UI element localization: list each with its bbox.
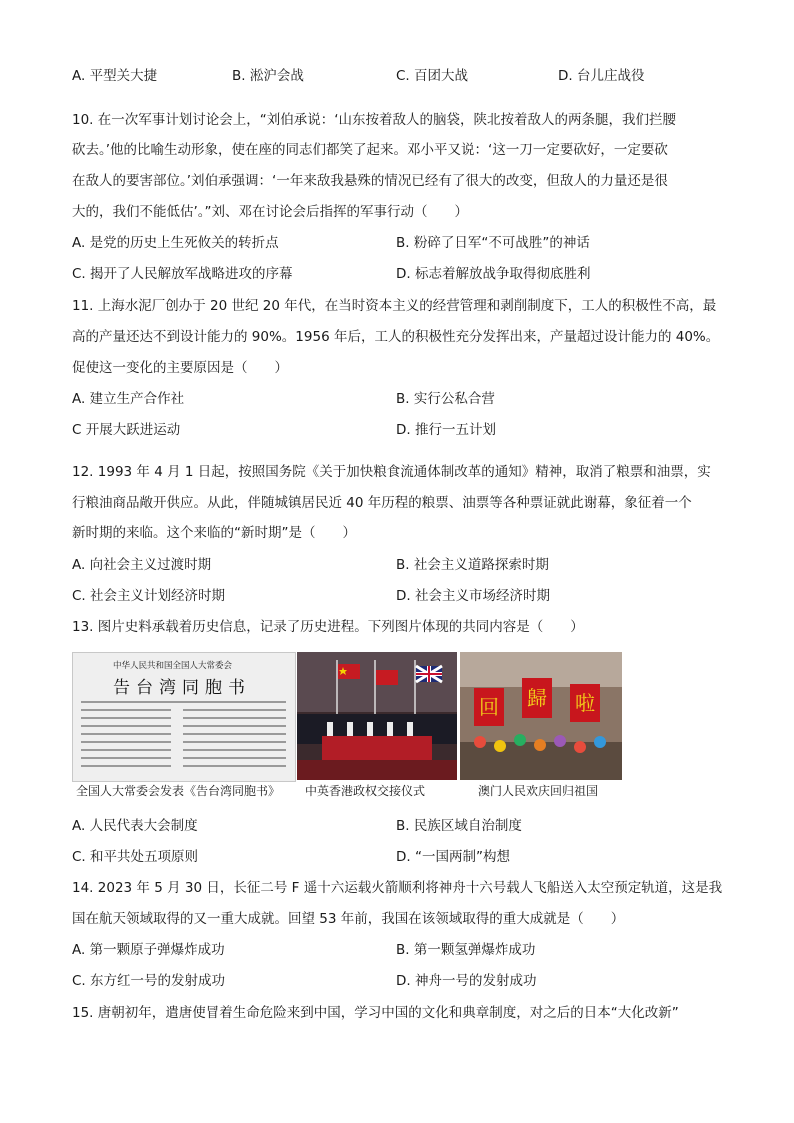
banner-char-3: 啦	[575, 691, 595, 715]
handover-ceremony-illustration	[297, 652, 457, 780]
q12-stem-line: 12. 1993 年 4 月 1 日起，按照国务院《关于加快粮食流通体制改革的通知》精神，取消了粮票和油票，实	[72, 464, 711, 480]
q9-option-b[interactable]: B. 淞沪会战	[232, 68, 304, 84]
q10-stem-line: 大的，我们不能低估’。”刘、邓在讨论会后指挥的军事行动（ ）	[72, 204, 469, 220]
q11-stem-line: 11. 上海水泥厂创办于 20 世纪 20 年代，在当时资本主义的经营管理和剥削制度下，工人的积极性不高，最	[72, 298, 717, 314]
q11-stem-line: 促使这一变化的主要原因是（ ）	[72, 360, 288, 376]
q11-option-d[interactable]: D. 推行一五计划	[396, 422, 496, 438]
q14-stem-line: 国在航天领域取得的又一重大成就。回望 53 年前，我国在该领域取得的重大成就是（ ）	[72, 911, 625, 927]
q14-option-b[interactable]: B. 第一颗氢弹爆炸成功	[396, 942, 536, 958]
banner-char-1: 回	[479, 695, 499, 719]
q9-option-a[interactable]: A. 平型关大捷	[72, 68, 158, 84]
q10-stem-line: 砍去。’他的比喻生动形象，使在座的同志们都笑了起来。邓小平又说：‘这一刀一定要砍好，一定要砍	[72, 142, 668, 158]
newspaper-image	[72, 652, 296, 782]
q13-image-row	[72, 652, 622, 782]
q12-option-a[interactable]: A. 向社会主义过渡时期	[72, 557, 212, 573]
caption-newspaper: 全国人大常委会发表《告台湾同胞书》	[76, 784, 281, 798]
q15-stem-line: 15. 唐朝初年，遣唐使冒着生命危险来到中国，学习中国的文化和典章制度，对之后的日本“大化改新”	[72, 1005, 679, 1021]
q9-option-c[interactable]: C. 百团大战	[396, 68, 469, 84]
q13-option-b[interactable]: B. 民族区域自治制度	[396, 818, 522, 834]
q10-option-d[interactable]: D. 标志着解放战争取得彻底胜利	[396, 266, 591, 282]
q10-stem-line: 10. 在一次军事计划讨论会上，“刘伯承说：‘山东按着敌人的脑袋，陕北按着敌人的两条腿，我们拦腰	[72, 112, 677, 128]
q13-option-c[interactable]: C. 和平共处五项原则	[72, 849, 199, 865]
q10-option-a[interactable]: A. 是党的历史上生死攸关的转折点	[72, 235, 279, 251]
banner-char-2: 歸	[527, 686, 547, 710]
q13-option-d[interactable]: D. “一国两制”构想	[396, 849, 510, 865]
q10-option-b[interactable]: B. 粉碎了日军“不可战胜”的神话	[396, 235, 590, 251]
q11-option-c[interactable]: C 开展大跃进运动	[72, 422, 181, 438]
q12-option-d[interactable]: D. 社会主义市场经济时期	[396, 588, 550, 604]
q11-option-b[interactable]: B. 实行公私合营	[396, 391, 495, 407]
handover-ceremony-image	[297, 652, 457, 780]
q14-stem-line: 14. 2023 年 5 月 30 日，长征二号 F 遥十六运载火箭顺利将神舟十六号载人飞船送入太空预定轨道，这是我	[72, 880, 723, 896]
q14-option-a[interactable]: A. 第一颗原子弹爆炸成功	[72, 942, 225, 958]
q9-option-d[interactable]: D. 台儿庄战役	[558, 68, 645, 84]
newspaper-title: 告台湾同胞书	[113, 678, 251, 698]
macau-celebration-illustration	[460, 652, 622, 780]
q13-stem-line: 13. 图片史料承载着历史信息，记录了历史进程。下列图片体现的共同内容是（ ）	[72, 619, 584, 635]
q10-stem-line: 在敌人的要害部位。’刘伯承强调：‘一年来敌我悬殊的情况已经有了很大的改变，但敌人的力量还是很	[72, 173, 668, 189]
newspaper-header: 中华人民共和国全国人大常委会	[113, 661, 233, 671]
q13-option-a[interactable]: A. 人民代表大会制度	[72, 818, 198, 834]
q12-stem-line: 新时期的来临。这个来临的“新时期”是（ ）	[72, 525, 356, 541]
q12-option-b[interactable]: B. 社会主义道路探索时期	[396, 557, 549, 573]
caption-handover: 中英香港政权交接仪式	[305, 784, 426, 798]
q12-stem-line: 行粮油商品敞开供应。从此，伴随城镇居民近 40 年历程的粮票、油票等各种票证就此谢幕，象征着一个	[72, 495, 692, 511]
macau-celebration-image	[460, 652, 622, 780]
caption-macau: 澳门人民欢庆回归祖国	[478, 784, 599, 798]
q10-option-c[interactable]: C. 揭开了人民解放军战略进攻的序幕	[72, 266, 293, 282]
q14-option-d[interactable]: D. 神舟一号的发射成功	[396, 973, 537, 989]
q11-stem-line: 高的产量还达不到设计能力的 90%。1956 年后，工人的积极性充分发挥出来，产量超过设计能力的 40%。	[72, 329, 720, 345]
q12-option-c[interactable]: C. 社会主义计划经济时期	[72, 588, 226, 604]
q14-option-c[interactable]: C. 东方红一号的发射成功	[72, 973, 226, 989]
q11-option-a[interactable]: A. 建立生产合作社	[72, 391, 185, 407]
